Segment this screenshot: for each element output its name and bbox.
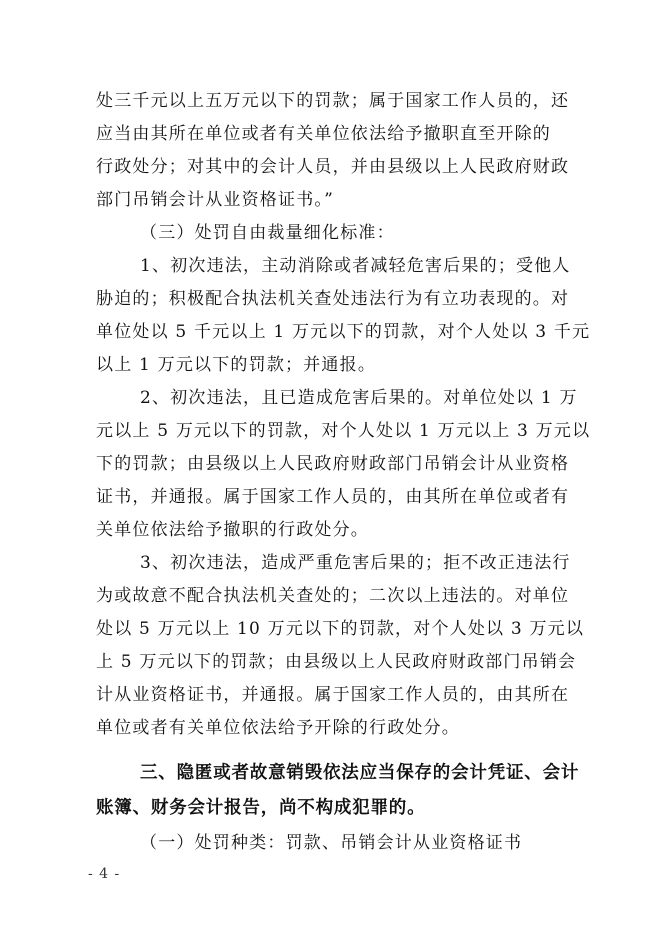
text-line-10: 2、初次违法，且已造成危害后果的。对单位处以 1 万 — [140, 388, 578, 408]
section-heading-3: （三）处罚自由裁量细化标准： — [140, 223, 395, 243]
text-line-13: 证书，并通报。属于国家工作人员的，由其所在单位或者有 — [96, 487, 570, 507]
text-line-9: 以上 1 万元以下的罚款；并通报。 — [96, 355, 377, 375]
text-line-7: 胁迫的；积极配合执法机关查处违法行为有立功表现的。对 — [96, 289, 570, 309]
text-line-18: 上 5 万元以下的罚款；由县级以上人民政府财政部门吊销会 — [96, 652, 577, 672]
text-line-4: 部门吊销会计从业资格证书。” — [96, 190, 334, 210]
text-line-11: 元以上 5 万元以下的罚款，对个人处以 1 万元以上 3 万元以 — [96, 421, 591, 441]
text-line-2: 应当由其所在单位或者有关单位依法给予撤职直至开除的 — [96, 124, 551, 144]
text-line-15: 3、初次违法，造成严重危害后果的；拒不改正违法行 — [140, 553, 571, 573]
text-line-19: 计从业资格证书，并通报。属于国家工作人员的，由其所在 — [96, 685, 570, 705]
text-line-12: 下的罚款；由县级以上人民政府财政部门吊销会计从业资格 — [96, 454, 570, 474]
text-line-16: 为或故意不配合执法机关查处的；二次以上违法的。对单位 — [96, 586, 570, 606]
text-line-6: 1、初次违法，主动消除或者减轻危害后果的；受他人 — [140, 256, 571, 276]
text-line-8: 单位处以 5 千元以上 1 万元以下的罚款，对个人处以 3 千元 — [96, 322, 591, 342]
text-line-23: （一）处罚种类：罚款、吊销会计从业资格证书 — [140, 833, 523, 853]
text-line-17: 处以 5 万元以上 10 万元以下的罚款，对个人处以 3 万元以 — [96, 619, 585, 639]
text-line-3: 行政处分；对其中的会计人员，并由县级以上人民政府财政 — [96, 157, 570, 177]
text-line-1: 处三千元以上五万元以下的罚款；属于国家工作人员的，还 — [96, 91, 570, 111]
text-line-20: 单位或者有关单位依法给予开除的行政处分。 — [96, 718, 460, 738]
bold-heading-line-1: 三、隐匿或者故意销毁依法应当保存的会计凭证、会计 — [140, 763, 580, 783]
text-line-14: 关单位依法给予撤职的行政处分。 — [96, 520, 369, 540]
bold-heading-line-2: 账簿、财务会计报告，尚不构成犯罪的。 — [96, 798, 426, 818]
page-number: - 4 - — [88, 866, 121, 882]
